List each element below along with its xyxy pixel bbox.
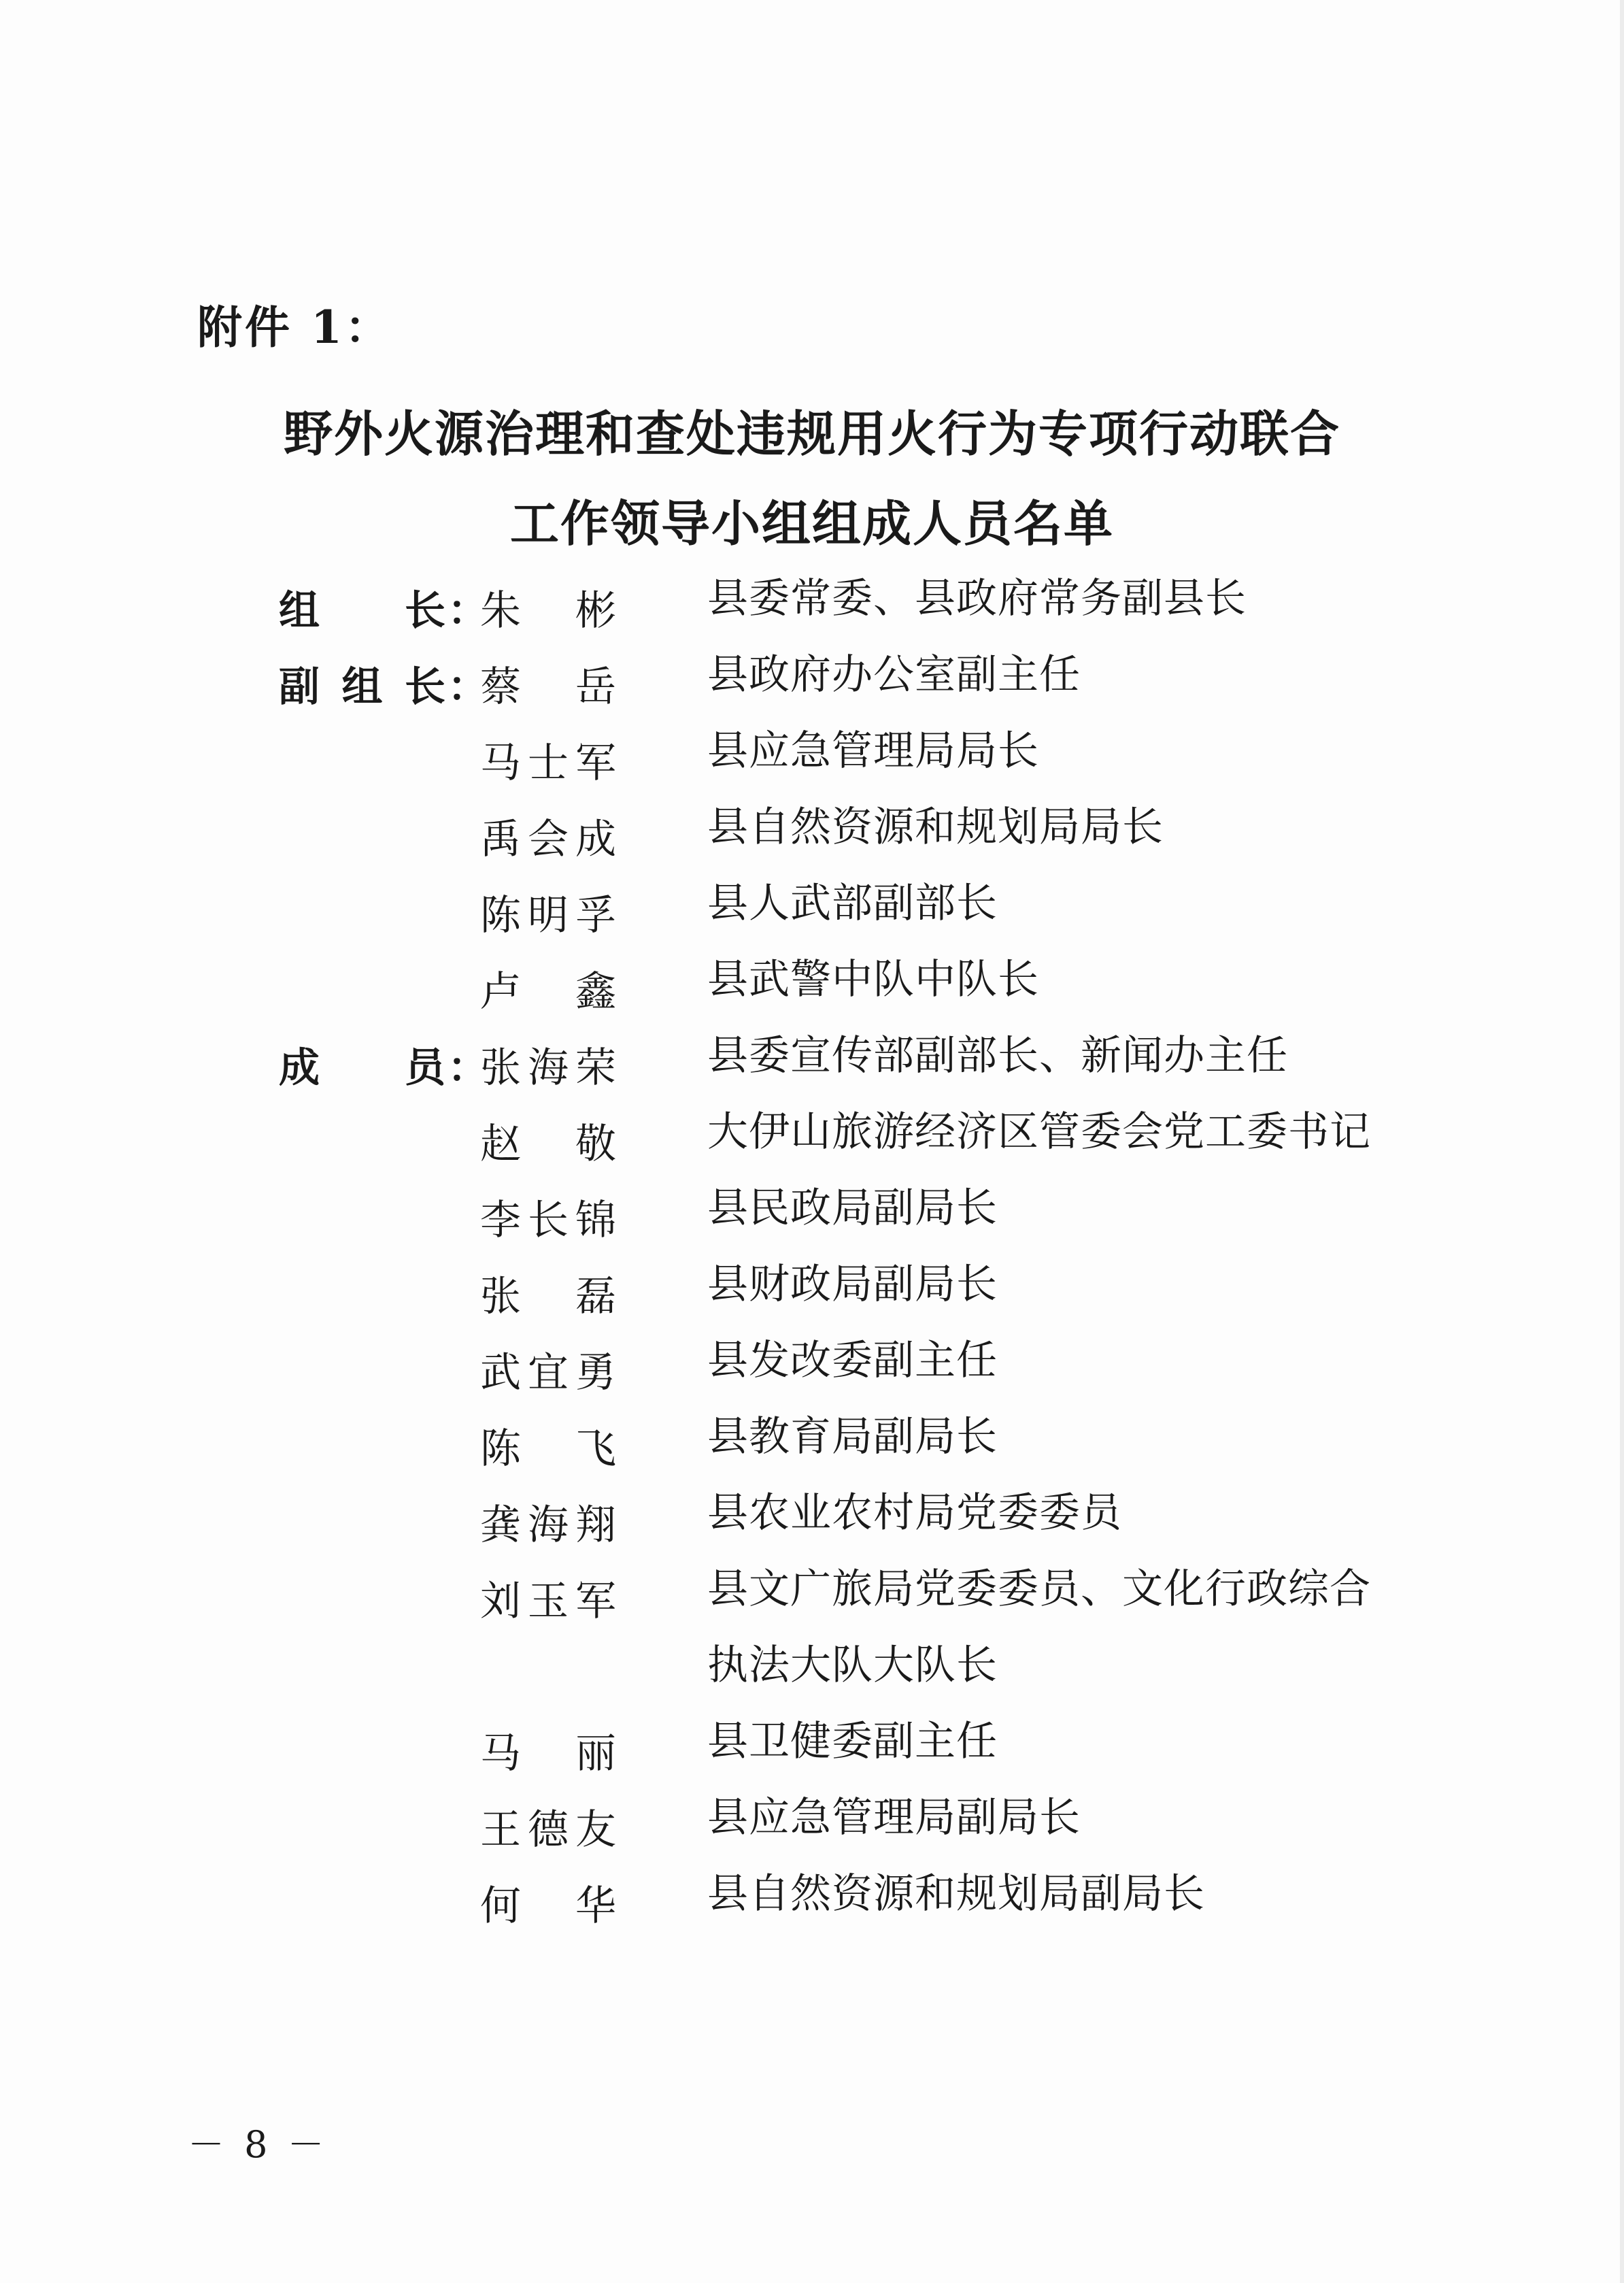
member-name: 刘玉军 (480, 1578, 616, 1625)
member-position: 县委常委、县政府常务副县长 (707, 575, 1247, 622)
member-position: 县武警中队中队长 (707, 956, 1039, 1003)
member-position: 县委宣传部副部长、新闻办主任 (707, 1032, 1288, 1080)
member-position: 大伊山旅游经济区管委会党工委书记 (707, 1108, 1371, 1156)
role-label: 副组长 ： (279, 663, 488, 711)
member-name: 李长锦 (480, 1197, 616, 1244)
scan-edge (1620, 0, 1624, 2283)
member-name: 卢鑫 (480, 968, 616, 1016)
roster-row (0, 1565, 1624, 1721)
member-name: 张磊 (480, 1273, 616, 1320)
member-position: 县农业农村局党委委员 (707, 1489, 1122, 1537)
member-name: 王德友 (480, 1806, 616, 1854)
role-label: 成员 ： (279, 1044, 488, 1092)
member-position: 县人武部副部长 (707, 880, 998, 927)
member-position: 县发改委副主任 (707, 1337, 998, 1384)
page-number: － 8 － (188, 2123, 328, 2166)
member-position: 县教育局副局长 (707, 1413, 998, 1461)
member-position: 县财政局副局长 (707, 1261, 998, 1308)
member-name: 陈明孚 (480, 892, 616, 939)
member-position: 县自然资源和规划局局长 (707, 803, 1164, 851)
member-position: 县应急管理局副局长 (707, 1794, 1081, 1842)
member-name: 朱彬 (480, 587, 616, 635)
member-name: 陈飞 (480, 1425, 616, 1473)
attachment-label: 附件 1： (197, 301, 392, 354)
member-name: 禹会成 (480, 816, 616, 863)
member-name: 蔡岳 (480, 663, 616, 711)
member-position: 县文广旅局党委委员、文化行政综合执法大队大队长 (707, 1565, 1371, 1689)
member-position: 县应急管理局局长 (707, 727, 1039, 775)
member-name: 马士军 (480, 739, 616, 787)
member-name: 武宜勇 (480, 1349, 616, 1397)
member-position: 县民政局副局长 (707, 1184, 998, 1232)
member-name: 龚海翔 (480, 1501, 616, 1549)
member-position: 县卫健委副主任 (707, 1718, 998, 1765)
member-position: 县自然资源和规划局副局长 (707, 1870, 1205, 1918)
document-title-line-2: 工作领导小组组成人员名单 (509, 495, 1114, 552)
document-title-line-1: 野外火源治理和查处违规用火行为专项行动联合 (283, 405, 1340, 463)
member-name: 赵敬 (480, 1120, 616, 1168)
member-name: 何华 (480, 1882, 616, 1930)
member-name: 张海荣 (480, 1044, 616, 1092)
member-roster (0, 575, 1624, 1950)
member-position: 县政府办公室副主任 (707, 651, 1081, 699)
role-label: 组长 ： (279, 587, 488, 635)
member-name: 马丽 (480, 1730, 616, 1778)
roster-row (0, 1870, 1624, 1950)
